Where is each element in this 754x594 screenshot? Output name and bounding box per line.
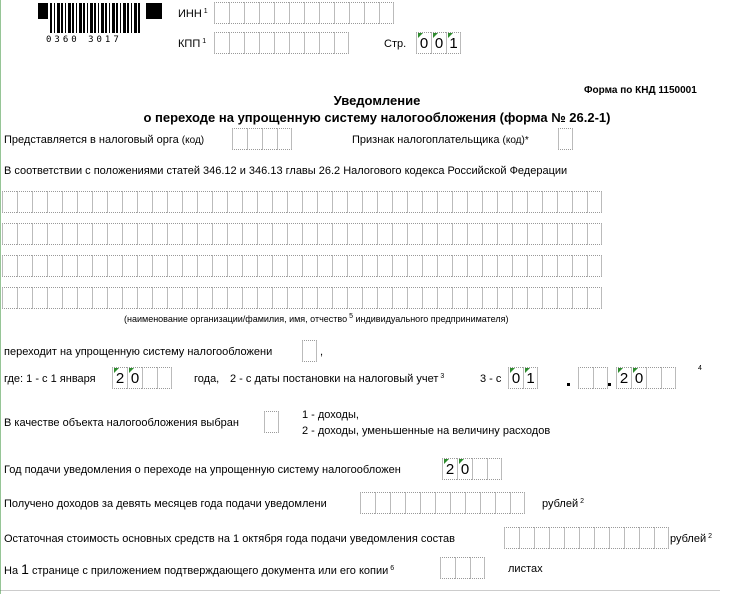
input-cell[interactable] (302, 255, 317, 277)
input-cell[interactable] (2, 287, 17, 309)
input-cell[interactable] (392, 255, 407, 277)
input-cell[interactable] (377, 223, 392, 245)
input-cell[interactable] (579, 527, 594, 549)
input-cell[interactable] (107, 191, 122, 213)
switch-label: переходит на упрощенную систему налогообложени (4, 346, 273, 358)
input-cell[interactable] (242, 255, 257, 277)
input-cell[interactable] (549, 527, 564, 549)
form-subtitle: о переходе на упрощенную систему налогообложения (форма № 26.2-1) (143, 110, 611, 125)
input-cell[interactable] (467, 223, 482, 245)
input-cell[interactable] (572, 223, 587, 245)
name-row-4[interactable] (2, 287, 602, 309)
date-note: 4 (698, 365, 702, 372)
input-cell[interactable] (482, 255, 497, 277)
input-cell[interactable] (422, 191, 437, 213)
object-option-cell[interactable] (264, 411, 279, 433)
input-cell[interactable] (519, 527, 534, 549)
input-cell[interactable] (62, 287, 77, 309)
input-cell[interactable] (2, 255, 17, 277)
input-cell[interactable] (17, 223, 32, 245)
input-cell[interactable] (242, 287, 257, 309)
sheets-count-cells[interactable] (440, 557, 485, 579)
tax-authority-code-cells[interactable] (232, 128, 292, 150)
input-cell[interactable] (137, 191, 152, 213)
kpp-cells[interactable] (214, 32, 349, 54)
input-cell[interactable] (92, 191, 107, 213)
input-cell[interactable] (77, 191, 92, 213)
input-cell[interactable] (392, 191, 407, 213)
input-cell[interactable] (122, 191, 137, 213)
input-cell[interactable] (480, 492, 495, 514)
barcode-bars (50, 3, 142, 33)
input-cell[interactable] (452, 223, 467, 245)
input-cell[interactable] (557, 255, 572, 277)
presented-label: Представляется в налоговый орга (код) (4, 134, 205, 146)
input-cell[interactable] (92, 255, 107, 277)
inn-label: ИНН $^1$ (178, 8, 208, 20)
input-cell[interactable] (317, 287, 332, 309)
date-day-cells[interactable]: 0 1 (508, 367, 538, 389)
input-cell[interactable] (332, 191, 347, 213)
input-cell[interactable] (542, 191, 557, 213)
input-cell[interactable] (122, 287, 137, 309)
input-cell[interactable] (510, 492, 525, 514)
input-cell[interactable] (452, 191, 467, 213)
input-cell[interactable] (557, 223, 572, 245)
input-cell[interactable] (272, 255, 287, 277)
input-cell[interactable] (272, 223, 287, 245)
name-row-2[interactable] (2, 223, 602, 245)
input-cell[interactable] (257, 287, 272, 309)
input-cell[interactable] (32, 287, 47, 309)
input-cell[interactable] (227, 191, 242, 213)
input-cell[interactable] (377, 255, 392, 277)
input-cell[interactable] (107, 223, 122, 245)
input-cell[interactable] (362, 255, 377, 277)
income-unit: рублей $^2$ (542, 498, 585, 510)
input-cell[interactable] (512, 287, 527, 309)
input-cell[interactable] (482, 223, 497, 245)
input-cell[interactable] (197, 287, 212, 309)
input-cell[interactable] (377, 191, 392, 213)
submit-year-label: Год подачи уведомления о переходе на упрощенную систему налогообложен (4, 464, 401, 476)
input-cell[interactable] (557, 191, 572, 213)
input-cell[interactable] (392, 223, 407, 245)
input-cell[interactable] (587, 287, 602, 309)
input-cell[interactable] (227, 287, 242, 309)
input-cell[interactable] (347, 223, 362, 245)
input-cell[interactable] (32, 191, 47, 213)
input-cell[interactable] (257, 223, 272, 245)
input-cell[interactable] (47, 191, 62, 213)
input-cell[interactable] (17, 287, 32, 309)
input-cell[interactable] (92, 287, 107, 309)
input-cell[interactable] (212, 191, 227, 213)
input-cell[interactable] (287, 191, 302, 213)
input-cell[interactable] (332, 287, 347, 309)
input-cell[interactable] (572, 255, 587, 277)
input-cell[interactable] (467, 255, 482, 277)
input-cell[interactable] (77, 255, 92, 277)
input-cell[interactable] (32, 255, 47, 277)
option3-label: 3 - с (480, 373, 502, 385)
input-cell[interactable] (360, 492, 375, 514)
input-cell[interactable] (527, 287, 542, 309)
year-word: года, (194, 373, 220, 385)
input-cell[interactable] (182, 287, 197, 309)
intro-text: В соответствии с положениями статей 346.12 и 346.13 главы 26.2 Налогового кодекса Российской Федерации (4, 165, 568, 177)
input-cell[interactable] (452, 255, 467, 277)
input-cell[interactable] (122, 223, 137, 245)
input-cell[interactable] (287, 255, 302, 277)
input-cell[interactable] (377, 287, 392, 309)
input-cell[interactable] (362, 191, 377, 213)
input-cell[interactable] (107, 287, 122, 309)
input-cell[interactable] (47, 223, 62, 245)
name-row-1[interactable] (2, 191, 602, 213)
switch-comma: , (320, 346, 324, 358)
input-cell[interactable] (437, 223, 452, 245)
input-cell[interactable] (107, 255, 122, 277)
input-cell[interactable] (167, 255, 182, 277)
input-cell[interactable] (137, 223, 152, 245)
input-cell[interactable] (152, 191, 167, 213)
input-cell[interactable] (152, 255, 167, 277)
input-cell[interactable] (227, 255, 242, 277)
object-option-2: 2 - доходы, уменьшенные на величину расходов (302, 425, 551, 437)
input-cell[interactable] (594, 527, 609, 549)
input-cell[interactable] (512, 223, 527, 245)
input-cell[interactable] (212, 255, 227, 277)
input-cell[interactable] (482, 191, 497, 213)
income-cells[interactable] (360, 492, 525, 514)
input-cell[interactable] (62, 223, 77, 245)
input-cell[interactable] (564, 527, 579, 549)
input-cell[interactable] (467, 191, 482, 213)
input-cell[interactable] (2, 191, 17, 213)
input-cell[interactable] (422, 255, 437, 277)
input-cell[interactable] (17, 255, 32, 277)
input-cell[interactable] (332, 223, 347, 245)
input-cell[interactable] (137, 287, 152, 309)
input-cell[interactable] (467, 287, 482, 309)
input-cell[interactable] (92, 223, 107, 245)
input-cell[interactable] (167, 191, 182, 213)
date-month-cells[interactable] (578, 367, 608, 389)
input-cell[interactable] (422, 287, 437, 309)
pages-text: На 1 странице с приложением подтверждающего документа или его копии $^6$ (4, 561, 395, 577)
name-row-3[interactable] (2, 255, 602, 277)
input-cell[interactable] (512, 191, 527, 213)
input-cell[interactable] (317, 223, 332, 245)
object-option-1: 1 - доходы, (302, 409, 359, 421)
input-cell[interactable] (272, 287, 287, 309)
input-cell[interactable] (182, 255, 197, 277)
input-cell[interactable] (450, 492, 465, 514)
barcode (38, 3, 164, 43)
input-cell[interactable] (77, 287, 92, 309)
input-cell[interactable] (465, 492, 480, 514)
date-separator-2 (608, 383, 611, 386)
input-cell[interactable] (527, 223, 542, 245)
input-cell[interactable] (572, 287, 587, 309)
input-cell[interactable] (287, 287, 302, 309)
input-cell[interactable] (197, 223, 212, 245)
input-cell[interactable] (534, 527, 549, 549)
input-cell[interactable] (542, 223, 557, 245)
taxpayer-code-cell[interactable] (558, 128, 573, 150)
barcode-number: 0360 3017 (46, 35, 122, 45)
input-cell[interactable] (227, 223, 242, 245)
input-cell[interactable] (2, 223, 17, 245)
input-cell[interactable] (182, 223, 197, 245)
input-cell[interactable] (422, 223, 437, 245)
date-year-cells[interactable]: 2 0 (616, 367, 676, 389)
input-cell[interactable] (302, 287, 317, 309)
input-cell[interactable] (242, 191, 257, 213)
bottom-divider (0, 590, 720, 591)
input-cell[interactable] (197, 255, 212, 277)
input-cell[interactable] (495, 492, 510, 514)
name-caption: (наименование организации/фамилия, имя, отчество $^5$ индивидуального предпринимателя) (124, 313, 509, 324)
where-label: где: 1 - с 1 января (4, 373, 96, 385)
input-cell[interactable] (317, 255, 332, 277)
input-cell[interactable] (624, 527, 639, 549)
input-cell[interactable] (375, 492, 390, 514)
input-cell[interactable] (47, 255, 62, 277)
input-cell[interactable] (435, 492, 450, 514)
input-cell[interactable] (347, 287, 362, 309)
input-cell[interactable] (504, 527, 519, 549)
input-cell[interactable] (272, 191, 287, 213)
input-cell[interactable] (420, 492, 435, 514)
knd-code: Форма по КНД 1150001 (584, 85, 697, 96)
input-cell[interactable] (317, 191, 332, 213)
year-cells[interactable]: 2 0 (112, 367, 172, 389)
object-label: В качестве объекта налогообложения выбран (4, 417, 239, 429)
input-cell[interactable] (572, 191, 587, 213)
assets-unit: рублей $^2$ (670, 533, 713, 545)
input-cell[interactable] (527, 255, 542, 277)
input-cell[interactable] (47, 287, 62, 309)
input-cell[interactable] (212, 287, 227, 309)
input-cell[interactable] (390, 492, 405, 514)
input-cell[interactable] (17, 191, 32, 213)
input-cell[interactable] (482, 287, 497, 309)
input-cell[interactable] (587, 223, 602, 245)
input-cell[interactable] (287, 223, 302, 245)
input-cell[interactable] (167, 287, 182, 309)
input-cell[interactable] (32, 223, 47, 245)
input-cell[interactable] (122, 255, 137, 277)
input-cell[interactable] (197, 191, 212, 213)
input-cell[interactable] (362, 223, 377, 245)
input-cell[interactable] (347, 255, 362, 277)
input-cell[interactable] (639, 527, 654, 549)
date-separator-1 (567, 383, 570, 386)
barcode-square-right (146, 3, 162, 19)
input-cell[interactable] (62, 255, 77, 277)
input-cell[interactable] (437, 191, 452, 213)
input-cell[interactable] (437, 255, 452, 277)
input-cell[interactable] (167, 223, 182, 245)
input-cell[interactable] (497, 287, 512, 309)
input-cell[interactable] (405, 492, 420, 514)
left-margin-line (0, 0, 1, 594)
input-cell[interactable] (512, 255, 527, 277)
input-cell[interactable] (302, 223, 317, 245)
input-cell[interactable] (407, 287, 422, 309)
input-cell[interactable] (407, 191, 422, 213)
input-cell[interactable] (62, 191, 77, 213)
input-cell[interactable] (152, 223, 167, 245)
input-cell[interactable] (497, 255, 512, 277)
input-cell[interactable] (452, 287, 467, 309)
sheets-label: листах (508, 563, 543, 575)
input-cell[interactable] (392, 287, 407, 309)
kpp-label: КПП $^1$ (178, 38, 207, 50)
input-cell[interactable] (152, 287, 167, 309)
submit-year-cells[interactable]: 2 0 (442, 458, 502, 480)
page-label: Стр. (384, 38, 407, 50)
input-cell[interactable] (257, 191, 272, 213)
input-cell[interactable] (77, 223, 92, 245)
input-cell[interactable] (362, 287, 377, 309)
inn-cells[interactable] (214, 2, 394, 24)
input-cell[interactable] (347, 191, 362, 213)
income-label: Получено доходов за девять месяцев года подачи уведомлени (4, 498, 327, 510)
taxpayer-label: Признак налогоплательщика (код)* (352, 134, 529, 146)
page-number-cells[interactable]: 0 0 1 (416, 32, 461, 54)
input-cell[interactable] (242, 223, 257, 245)
input-cell[interactable] (497, 223, 512, 245)
input-cell[interactable] (302, 191, 317, 213)
assets-cells[interactable] (504, 527, 669, 549)
input-cell[interactable] (137, 255, 152, 277)
input-cell[interactable] (497, 191, 512, 213)
input-cell[interactable] (587, 191, 602, 213)
input-cell[interactable] (437, 287, 452, 309)
input-cell[interactable] (332, 255, 347, 277)
input-cell[interactable] (527, 191, 542, 213)
input-cell[interactable] (257, 255, 272, 277)
input-cell[interactable] (542, 287, 557, 309)
input-cell[interactable] (609, 527, 624, 549)
input-cell[interactable] (557, 287, 572, 309)
input-cell[interactable] (407, 223, 422, 245)
input-cell[interactable] (212, 223, 227, 245)
switch-option-cell[interactable] (302, 340, 317, 362)
assets-label: Остаточная стоимость основных средств на 1 октября года подачи уведомления состав (4, 533, 455, 545)
barcode-square-left (38, 3, 48, 19)
input-cell[interactable] (542, 255, 557, 277)
input-cell[interactable] (587, 255, 602, 277)
option2-label: 2 - с даты постановки на налоговый учет $^3$ (230, 373, 445, 385)
input-cell[interactable] (654, 527, 669, 549)
input-cell[interactable] (182, 191, 197, 213)
input-cell[interactable] (407, 255, 422, 277)
form-title: Уведомление (333, 93, 421, 108)
